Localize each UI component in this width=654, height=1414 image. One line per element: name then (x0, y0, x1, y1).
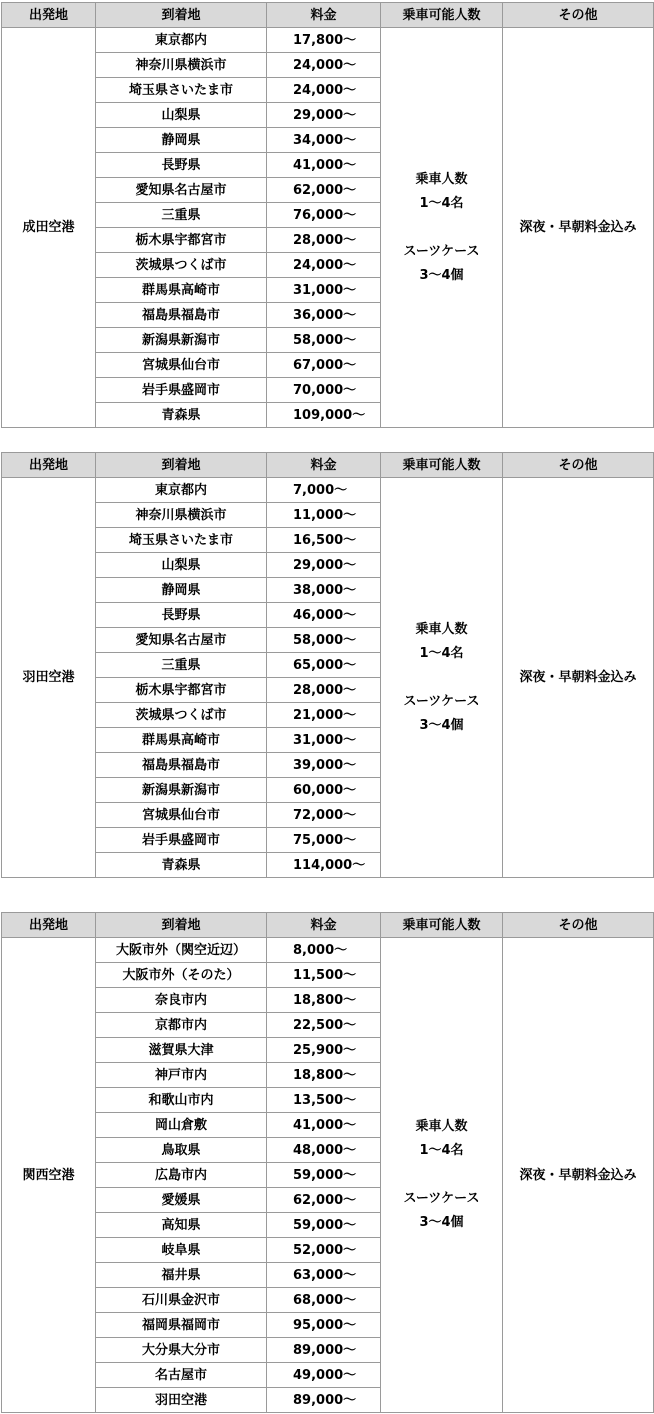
suitcase-label: スーツケース (403, 243, 480, 259)
price-cell: 34,000～ (267, 128, 381, 153)
price-cell: 72,000～ (267, 803, 381, 828)
destination-cell: 名古屋市 (96, 1363, 267, 1388)
header-other: その他 (503, 453, 654, 478)
destination-cell: 愛知県名古屋市 (96, 628, 267, 653)
header-row (2, 453, 654, 478)
suitcase-value: 3～4個 (419, 267, 464, 283)
destination-cell: 三重県 (96, 653, 267, 678)
destination-cell: 羽田空港 (96, 1388, 267, 1413)
destination-cell: 石川県金沢市 (96, 1288, 267, 1313)
destination-cell: 埼玉県さいたま市 (96, 78, 267, 103)
destination-cell: 大阪市外（関空近辺） (96, 938, 267, 963)
price-cell: 8,000～ (267, 938, 381, 963)
destination-cell: 宮城県仙台市 (96, 353, 267, 378)
price-cell: 67,000～ (267, 353, 381, 378)
price-cell: 41,000～ (267, 1113, 381, 1138)
price-cell: 46,000～ (267, 603, 381, 628)
destination-cell: 滋賀県大津 (96, 1038, 267, 1063)
price-cell: 89,000～ (267, 1388, 381, 1413)
other-note: 深夜・早朝料金込み (503, 478, 654, 878)
price-cell: 59,000～ (267, 1213, 381, 1238)
price-cell: 11,000～ (267, 503, 381, 528)
price-cell: 28,000～ (267, 228, 381, 253)
origin-airport: 成田空港 (2, 28, 96, 428)
price-cell: 89,000～ (267, 1338, 381, 1363)
origin-airport: 関西空港 (2, 938, 96, 1413)
price-cell: 68,000～ (267, 1288, 381, 1313)
price-cell: 18,800～ (267, 988, 381, 1013)
destination-cell: 京都市内 (96, 1013, 267, 1038)
suitcase-value: 3～4個 (419, 717, 464, 733)
destination-cell: 福島県福島市 (96, 303, 267, 328)
capacity-cell (381, 478, 503, 878)
price-cell: 29,000～ (267, 103, 381, 128)
header-destination: 到着地 (96, 3, 267, 28)
header-row (2, 3, 654, 28)
destination-cell: 高知県 (96, 1213, 267, 1238)
header-capacity: 乗車可能人数 (381, 913, 503, 938)
destination-cell: 鳥取県 (96, 1138, 267, 1163)
header-row (2, 913, 654, 938)
origin-airport: 羽田空港 (2, 478, 96, 878)
other-note: 深夜・早朝料金込み (503, 938, 654, 1413)
destination-cell: 愛知県名古屋市 (96, 178, 267, 203)
price-cell: 13,500～ (267, 1088, 381, 1113)
destination-cell: 茨城県つくば市 (96, 703, 267, 728)
destination-cell: 長野県 (96, 153, 267, 178)
price-cell: 21,000～ (267, 703, 381, 728)
header-origin: 出発地 (2, 913, 96, 938)
price-cell: 25,900～ (267, 1038, 381, 1063)
destination-cell: 青森県 (96, 853, 267, 878)
destination-cell: 東京都内 (96, 478, 267, 503)
suitcase-label: スーツケース (403, 693, 480, 709)
capacity-cell (381, 28, 503, 428)
price-cell: 60,000～ (267, 778, 381, 803)
passengers-value: 1～4名 (419, 1143, 464, 1158)
table-row (2, 938, 654, 963)
price-cell: 24,000～ (267, 253, 381, 278)
passengers-label: 乗車人数 (415, 171, 468, 187)
price-cell: 18,800～ (267, 1063, 381, 1088)
price-cell: 49,000～ (267, 1363, 381, 1388)
table-row (2, 478, 654, 503)
fare-table-haneda (1, 452, 654, 878)
price-cell: 48,000～ (267, 1138, 381, 1163)
destination-cell: 岐阜県 (96, 1238, 267, 1263)
destination-cell: 神奈川県横浜市 (96, 53, 267, 78)
price-cell: 76,000～ (267, 203, 381, 228)
destination-cell: 群馬県高崎市 (96, 728, 267, 753)
destination-cell: 福島県福島市 (96, 753, 267, 778)
header-origin: 出発地 (2, 453, 96, 478)
price-cell: 62,000～ (267, 1188, 381, 1213)
price-cell: 24,000～ (267, 53, 381, 78)
price-cell: 39,000～ (267, 753, 381, 778)
header-origin: 出発地 (2, 3, 96, 28)
header-destination: 到着地 (96, 453, 267, 478)
destination-cell: 静岡県 (96, 578, 267, 603)
price-cell: 109,000～ (267, 403, 381, 428)
destination-cell: 神戸市内 (96, 1063, 267, 1088)
destination-cell: 埼玉県さいたま市 (96, 528, 267, 553)
price-cell: 16,500～ (267, 528, 381, 553)
destination-cell: 東京都内 (96, 28, 267, 53)
destination-cell: 和歌山市内 (96, 1088, 267, 1113)
price-cell: 59,000～ (267, 1163, 381, 1188)
header-capacity: 乗車可能人数 (381, 453, 503, 478)
destination-cell: 山梨県 (96, 553, 267, 578)
destination-cell: 愛媛県 (96, 1188, 267, 1213)
destination-cell: 岡山倉敷 (96, 1113, 267, 1138)
destination-cell: 大分県大分市 (96, 1338, 267, 1363)
passengers-label: 乗車人数 (415, 621, 468, 637)
header-price: 料金 (267, 3, 381, 28)
price-cell: 29,000～ (267, 553, 381, 578)
destination-cell: 新潟県新潟市 (96, 778, 267, 803)
destination-cell: 茨城県つくば市 (96, 253, 267, 278)
destination-cell: 長野県 (96, 603, 267, 628)
price-cell: 41,000～ (267, 153, 381, 178)
destination-cell: 広島市内 (96, 1163, 267, 1188)
fare-table-kansai (1, 912, 654, 1413)
header-price: 料金 (267, 453, 381, 478)
header-destination: 到着地 (96, 913, 267, 938)
passengers-value: 1～4名 (419, 645, 464, 661)
destination-cell: 岩手県盛岡市 (96, 378, 267, 403)
destination-cell: 奈良市内 (96, 988, 267, 1013)
suitcase-label: スーツケース (403, 1191, 480, 1206)
passengers-label: 乗車人数 (415, 1119, 468, 1134)
suitcase-value: 3～4個 (419, 1215, 464, 1230)
price-cell: 31,000～ (267, 278, 381, 303)
price-cell: 58,000～ (267, 328, 381, 353)
passengers-value: 1～4名 (419, 195, 464, 211)
price-cell: 38,000～ (267, 578, 381, 603)
price-cell: 36,000～ (267, 303, 381, 328)
price-cell: 75,000～ (267, 828, 381, 853)
price-cell: 114,000～ (267, 853, 381, 878)
destination-cell: 静岡県 (96, 128, 267, 153)
destination-cell: 群馬県高崎市 (96, 278, 267, 303)
destination-cell: 大阪市外（そのた） (96, 963, 267, 988)
destination-cell: 三重県 (96, 203, 267, 228)
price-cell: 24,000～ (267, 78, 381, 103)
price-cell: 22,500～ (267, 1013, 381, 1038)
header-other: その他 (503, 3, 654, 28)
destination-cell: 福井県 (96, 1263, 267, 1288)
destination-cell: 栃木県宇都宮市 (96, 678, 267, 703)
fare-table-narita (1, 2, 654, 428)
price-cell: 58,000～ (267, 628, 381, 653)
destination-cell: 栃木県宇都宮市 (96, 228, 267, 253)
price-cell: 95,000～ (267, 1313, 381, 1338)
price-cell: 31,000～ (267, 728, 381, 753)
price-cell: 7,000～ (267, 478, 381, 503)
destination-cell: 青森県 (96, 403, 267, 428)
price-cell: 17,800～ (267, 28, 381, 53)
table-row (2, 28, 654, 53)
price-cell: 52,000～ (267, 1238, 381, 1263)
price-cell: 28,000～ (267, 678, 381, 703)
destination-cell: 宮城県仙台市 (96, 803, 267, 828)
capacity-cell (381, 938, 503, 1413)
price-cell: 63,000～ (267, 1263, 381, 1288)
header-other: その他 (503, 913, 654, 938)
destination-cell: 新潟県新潟市 (96, 328, 267, 353)
other-note: 深夜・早朝料金込み (503, 28, 654, 428)
price-cell: 70,000～ (267, 378, 381, 403)
destination-cell: 山梨県 (96, 103, 267, 128)
header-price: 料金 (267, 913, 381, 938)
destination-cell: 岩手県盛岡市 (96, 828, 267, 853)
price-cell: 65,000～ (267, 653, 381, 678)
destination-cell: 福岡県福岡市 (96, 1313, 267, 1338)
header-capacity: 乗車可能人数 (381, 3, 503, 28)
price-cell: 62,000～ (267, 178, 381, 203)
price-cell: 11,500～ (267, 963, 381, 988)
destination-cell: 神奈川県横浜市 (96, 503, 267, 528)
